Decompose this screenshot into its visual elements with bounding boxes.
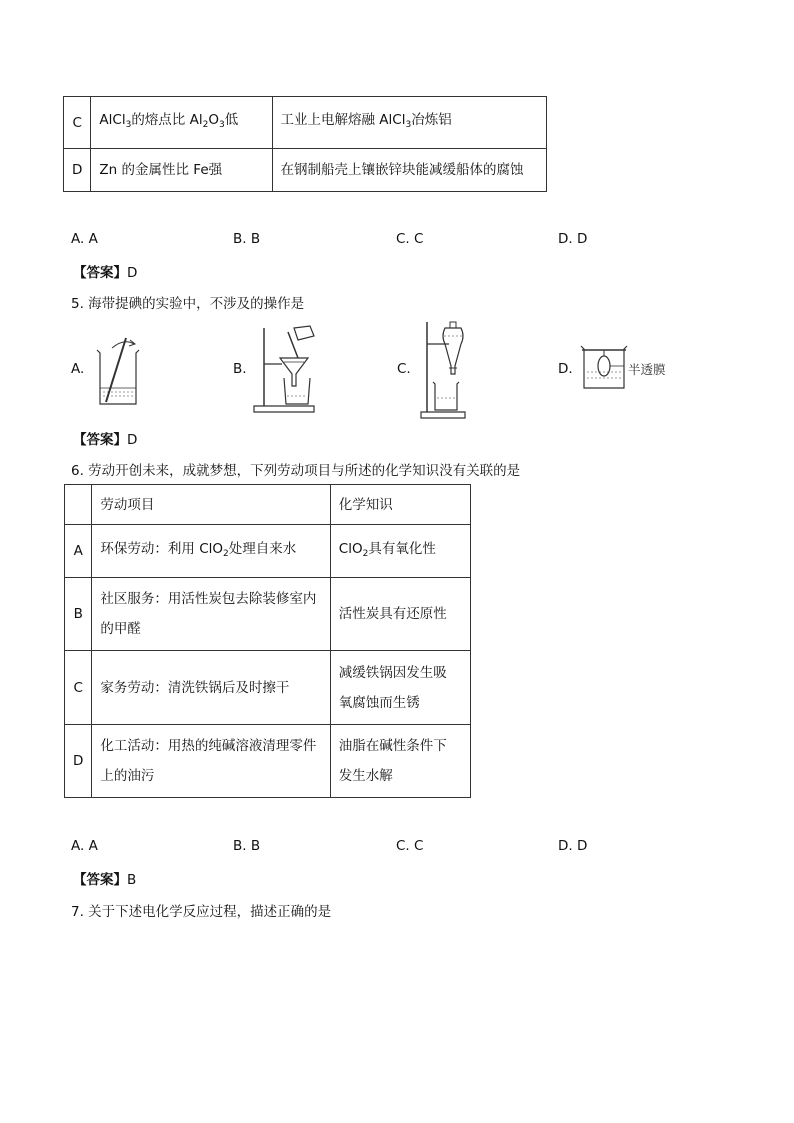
row-option-letter: D (65, 725, 92, 798)
knowledge-cell: 活性炭具有还原性 (330, 578, 470, 651)
item-cell: 化工活动：用热的纯碱溶液清理零件 上的油污 (92, 725, 330, 798)
option-c[interactable]: C. C (396, 838, 424, 854)
table-header-row (65, 485, 471, 525)
row-option-letter: B (65, 578, 92, 651)
application-cell: 工业上电解熔融 AlCl$_3$冶炼铝 (272, 97, 546, 149)
table-q4-continuation (63, 96, 547, 192)
item-cell: 社区服务：用活性炭包去除装修室内 的甲醛 (92, 578, 330, 651)
option-b[interactable]: B. B (233, 838, 261, 854)
table-q6 (64, 484, 471, 798)
beaker-stirring-icon (94, 336, 144, 408)
option-a[interactable]: A. A (71, 231, 98, 247)
q5-option-d-label: D. (558, 361, 573, 377)
option-d[interactable]: D. D (558, 231, 588, 247)
table-row (64, 149, 547, 192)
membrane-label: 半透膜 (628, 362, 666, 377)
item-cell: 家务劳动：清洗铁锅后及时擦干 (92, 651, 330, 725)
q6-stem: 6. 劳动开创未来，成就梦想，下列劳动项目与所述的化学知识没有关联的是 (71, 463, 521, 479)
knowledge-cell: Zn 的金属性比 Fe强 (91, 149, 272, 192)
q5-option-c-label: C. (397, 361, 411, 377)
knowledge-cell: AlCl$_3$的熔点比 $Al_2O_3$低 (91, 97, 272, 149)
q7-stem: 7. 关于下述电化学反应过程，描述正确的是 (71, 904, 332, 920)
table-row (64, 97, 547, 149)
application-cell: 在钢制船壳上镶嵌锌块能减缓船体的腐蚀 (272, 149, 546, 192)
q5-option-b-label: B. (233, 361, 247, 377)
dialysis-membrane-icon (580, 344, 630, 392)
table-row (65, 651, 471, 725)
row-option-letter: C (65, 651, 92, 725)
q5-stem: 5. 海带提碘的实验中，不涉及的操作是 (71, 296, 305, 312)
q4-options (71, 231, 771, 251)
option-d[interactable]: D. D (558, 838, 588, 854)
row-option-letter: C (64, 97, 91, 149)
table-row (65, 725, 471, 798)
header-cell-item: 劳动项目 (92, 485, 330, 525)
option-b[interactable]: B. B (233, 231, 261, 247)
row-option-letter: D (64, 149, 91, 192)
header-cell (65, 485, 92, 525)
row-option-letter: A (65, 525, 92, 578)
table-row (65, 525, 471, 578)
knowledge-cell: 减缓铁锅因发生吸 氧腐蚀而生锈 (330, 651, 470, 725)
filtration-apparatus-icon (252, 324, 320, 414)
q4-answer: 【答案】D (73, 265, 138, 281)
option-c[interactable]: C. C (396, 231, 424, 247)
knowledge-cell: 油脂在碱性条件下 发生水解 (330, 725, 470, 798)
header-cell-knowledge: 化学知识 (330, 485, 470, 525)
separatory-funnel-icon (419, 318, 469, 420)
q6-options (71, 838, 771, 858)
item-cell: 环保劳动：利用 ClO$_2$处理自来水 (92, 525, 330, 578)
knowledge-cell: ClO$_2$具有氧化性 (330, 525, 470, 578)
option-a[interactable]: A. A (71, 838, 98, 854)
q5-option-a-label: A. (71, 361, 85, 377)
q5-answer: 【答案】D (73, 432, 138, 448)
q6-answer: 【答案】B (73, 872, 137, 888)
table-row (65, 578, 471, 651)
